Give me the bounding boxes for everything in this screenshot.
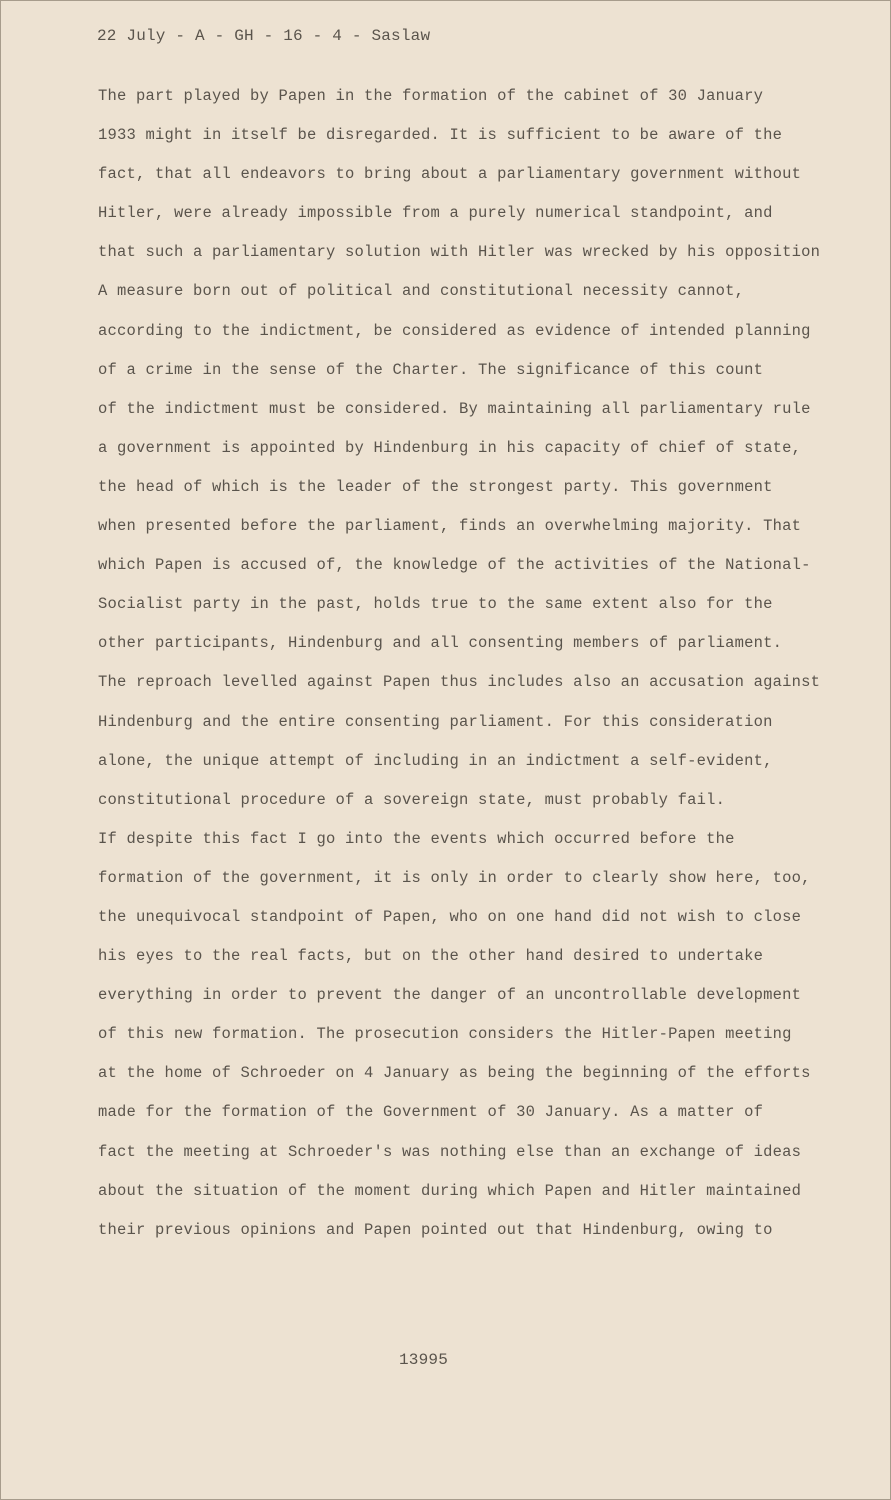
text-line: constitutional procedure of a sovereign state, must probably fail. (98, 790, 726, 809)
text-line: fact, that all endeavors to bring about a parliamentary government without (98, 165, 802, 184)
text-line: of a crime in the sense of the Charter. The significance of this count (98, 360, 764, 379)
text-line: that such a parliamentary solution with Hitler was wrecked by his opposition (98, 243, 821, 262)
text-line: Hitler, were already impossible from a purely numerical standpoint, and (98, 204, 773, 223)
text-line: their previous opinions and Papen pointed out that Hindenburg, owing to (98, 1220, 773, 1239)
text-line: a government is appointed by Hindenburg in his capacity of chief of state, (98, 438, 802, 457)
text-line: Hindenburg and the entire consenting parliament. For this consideration (98, 712, 773, 731)
text-line: alone, the unique attempt of including in an indictment a self-evident, (98, 751, 773, 770)
text-line: at the home of Schroeder on 4 January as being the beginning of the efforts (98, 1064, 811, 1083)
text-line: of this new formation. The prosecution considers the Hitler-Papen meeting (98, 1025, 792, 1044)
document-reference-header: 22 July - A - GH - 16 - 4 - Saslaw (97, 27, 431, 45)
text-line: If despite this fact I go into the events which occurred before the (98, 829, 735, 848)
text-line: about the situation of the moment during which Papen and Hitler maintained (98, 1181, 802, 1200)
text-line: The reproach levelled against Papen thus includes also an accusation against (98, 673, 821, 692)
text-line: which Papen is accused of, the knowledge of the activities of the National- (98, 556, 811, 575)
text-line: the head of which is the leader of the strongest party. This government (98, 477, 773, 496)
text-line: other participants, Hindenburg and all consenting members of parliament. (98, 634, 783, 653)
text-line: The part played by Papen in the formation of the cabinet of 30 January (98, 87, 764, 105)
text-line: according to the indictment, be considered as evidence of intended planning (98, 321, 811, 340)
text-line: A measure born out of political and constitutional necessity cannot, (98, 282, 745, 301)
page-number: 13995 (399, 1351, 449, 1369)
text-line: 1933 might in itself be disregarded. It is sufficient to be aware of the (98, 126, 783, 145)
text-line: of the indictment must be considered. By maintaining all parliamentary rule (98, 399, 811, 418)
text-line: formation of the government, it is only in order to clearly show here, too, (98, 868, 811, 887)
text-line: when presented before the parliament, finds an overwhelming majority. That (98, 517, 802, 536)
text-line: fact the meeting at Schroeder's was nothing else than an exchange of ideas (98, 1142, 802, 1161)
text-line: everything in order to prevent the danger of an uncontrollable development (98, 986, 802, 1005)
text-line: made for the formation of the Government of 30 January. As a matter of (98, 1103, 764, 1122)
text-line: Socialist party in the past, holds true to the same extent also for the (98, 595, 773, 614)
body-text (98, 83, 858, 1256)
text-line: the unequivocal standpoint of Papen, who on one hand did not wish to close (98, 907, 802, 926)
text-line: his eyes to the real facts, but on the other hand desired to undertake (98, 947, 764, 966)
